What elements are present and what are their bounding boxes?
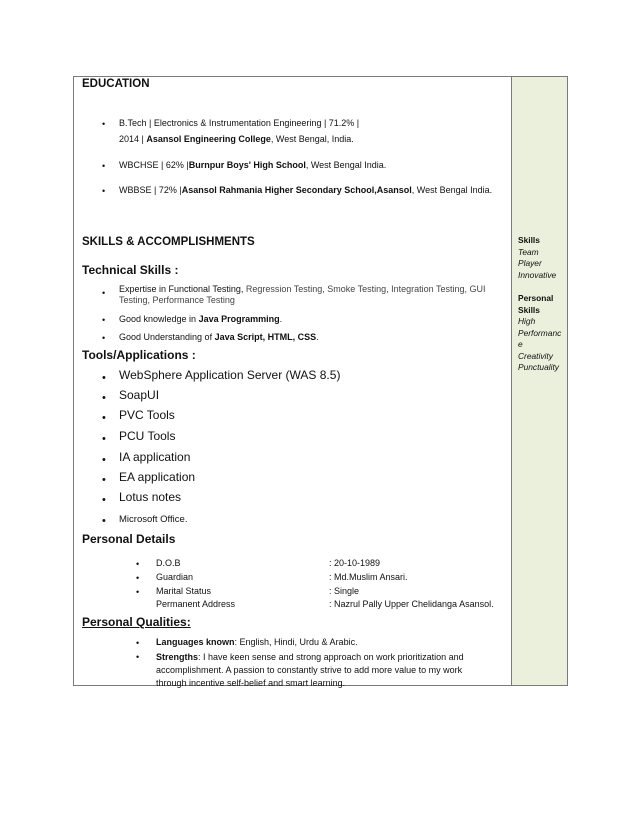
bullet: • bbox=[102, 474, 106, 486]
technical-skill-item: Good knowledge in Java Programming. bbox=[119, 314, 283, 324]
bullet: • bbox=[102, 161, 106, 171]
education-item: WBBSE | 72% |Asansol Rahmania Higher Secondary School,Asansol, West Bengal India. bbox=[119, 185, 493, 195]
personal-details-heading: Personal Details bbox=[82, 532, 176, 546]
detail-value: : Nazrul Pally Upper Chelidanga Asansol. bbox=[329, 599, 494, 609]
bullet: • bbox=[102, 515, 106, 527]
bullet: • bbox=[102, 433, 106, 445]
technical-skills-heading: Technical Skills : bbox=[82, 263, 179, 277]
detail-value: : Single bbox=[329, 586, 360, 596]
bullet: • bbox=[136, 559, 140, 569]
education-heading: EDUCATION bbox=[82, 78, 150, 90]
bullet: • bbox=[102, 333, 106, 343]
detail-value: : Md.Muslim Ansari. bbox=[329, 572, 408, 582]
main-column bbox=[74, 77, 512, 688]
education-item: B.Tech | Electronics & Instrumentation Engineering | 71.2% | 2014 | Asansol Engineering College, West Bengal, India. bbox=[119, 118, 360, 144]
sidebar-personal-skills: Personal Skills High Performanc e Creativity Punctuality bbox=[518, 293, 562, 372]
technical-skill-item: Good Understanding of Java Script, HTML, CSS. bbox=[119, 332, 319, 342]
bullet: • bbox=[102, 392, 106, 404]
tool-item: EA application bbox=[119, 470, 196, 484]
detail-label: Guardian bbox=[156, 572, 194, 582]
tools-heading: Tools/Applications : bbox=[82, 348, 196, 362]
detail-label: Marital Status bbox=[156, 586, 212, 596]
skills-heading: SKILLS & ACCOMPLISHMENTS bbox=[82, 236, 255, 248]
bullet: • bbox=[102, 412, 106, 424]
bullet: • bbox=[136, 652, 140, 662]
bullet: • bbox=[102, 119, 106, 129]
tool-item: Lotus notes bbox=[119, 490, 182, 504]
bullet: • bbox=[136, 638, 140, 648]
bullet: • bbox=[102, 494, 106, 506]
tool-item: WebSphere Application Server (WAS 8.5) bbox=[119, 368, 341, 382]
sidebar bbox=[512, 77, 567, 685]
tool-item: Microsoft Office. bbox=[119, 514, 188, 525]
tool-item: PVC Tools bbox=[119, 408, 175, 422]
sidebar-skills: Skills Team Player Innovative bbox=[518, 235, 557, 280]
tool-item: SoapUI bbox=[119, 388, 160, 402]
bullet: • bbox=[102, 454, 106, 466]
detail-label: Permanent Address bbox=[156, 599, 236, 609]
resume-frame bbox=[73, 76, 568, 686]
bullet: • bbox=[102, 372, 106, 384]
education-item: WBCHSE | 62% |Burnpur Boys' High School, West Bengal India. bbox=[119, 160, 387, 170]
detail-value: : 20-10-1989 bbox=[329, 558, 381, 568]
bullet: • bbox=[102, 288, 106, 298]
strengths-item: Strengths: I have keen sense and strong approach on work prioritization and accomplishment. A passion to constantly strive to add more value to my work through incentive self-belief and smart learning. bbox=[156, 652, 464, 688]
bullet: • bbox=[136, 573, 140, 583]
tool-item: PCU Tools bbox=[119, 429, 176, 443]
bullet: • bbox=[102, 186, 106, 196]
bullet: • bbox=[136, 587, 140, 597]
languages-item: Languages known: English, Hindi, Urdu & Arabic. bbox=[156, 637, 358, 647]
technical-skill-item: Expertise in Functional Testing, Regression Testing, Smoke Testing, Integration Testing, GUI Testing, Performance Testing bbox=[119, 284, 486, 305]
detail-label: D.O.B bbox=[156, 558, 181, 568]
personal-qualities-heading: Personal Qualities: bbox=[82, 615, 191, 629]
bullet: • bbox=[102, 315, 106, 325]
tool-item: IA application bbox=[119, 450, 191, 464]
